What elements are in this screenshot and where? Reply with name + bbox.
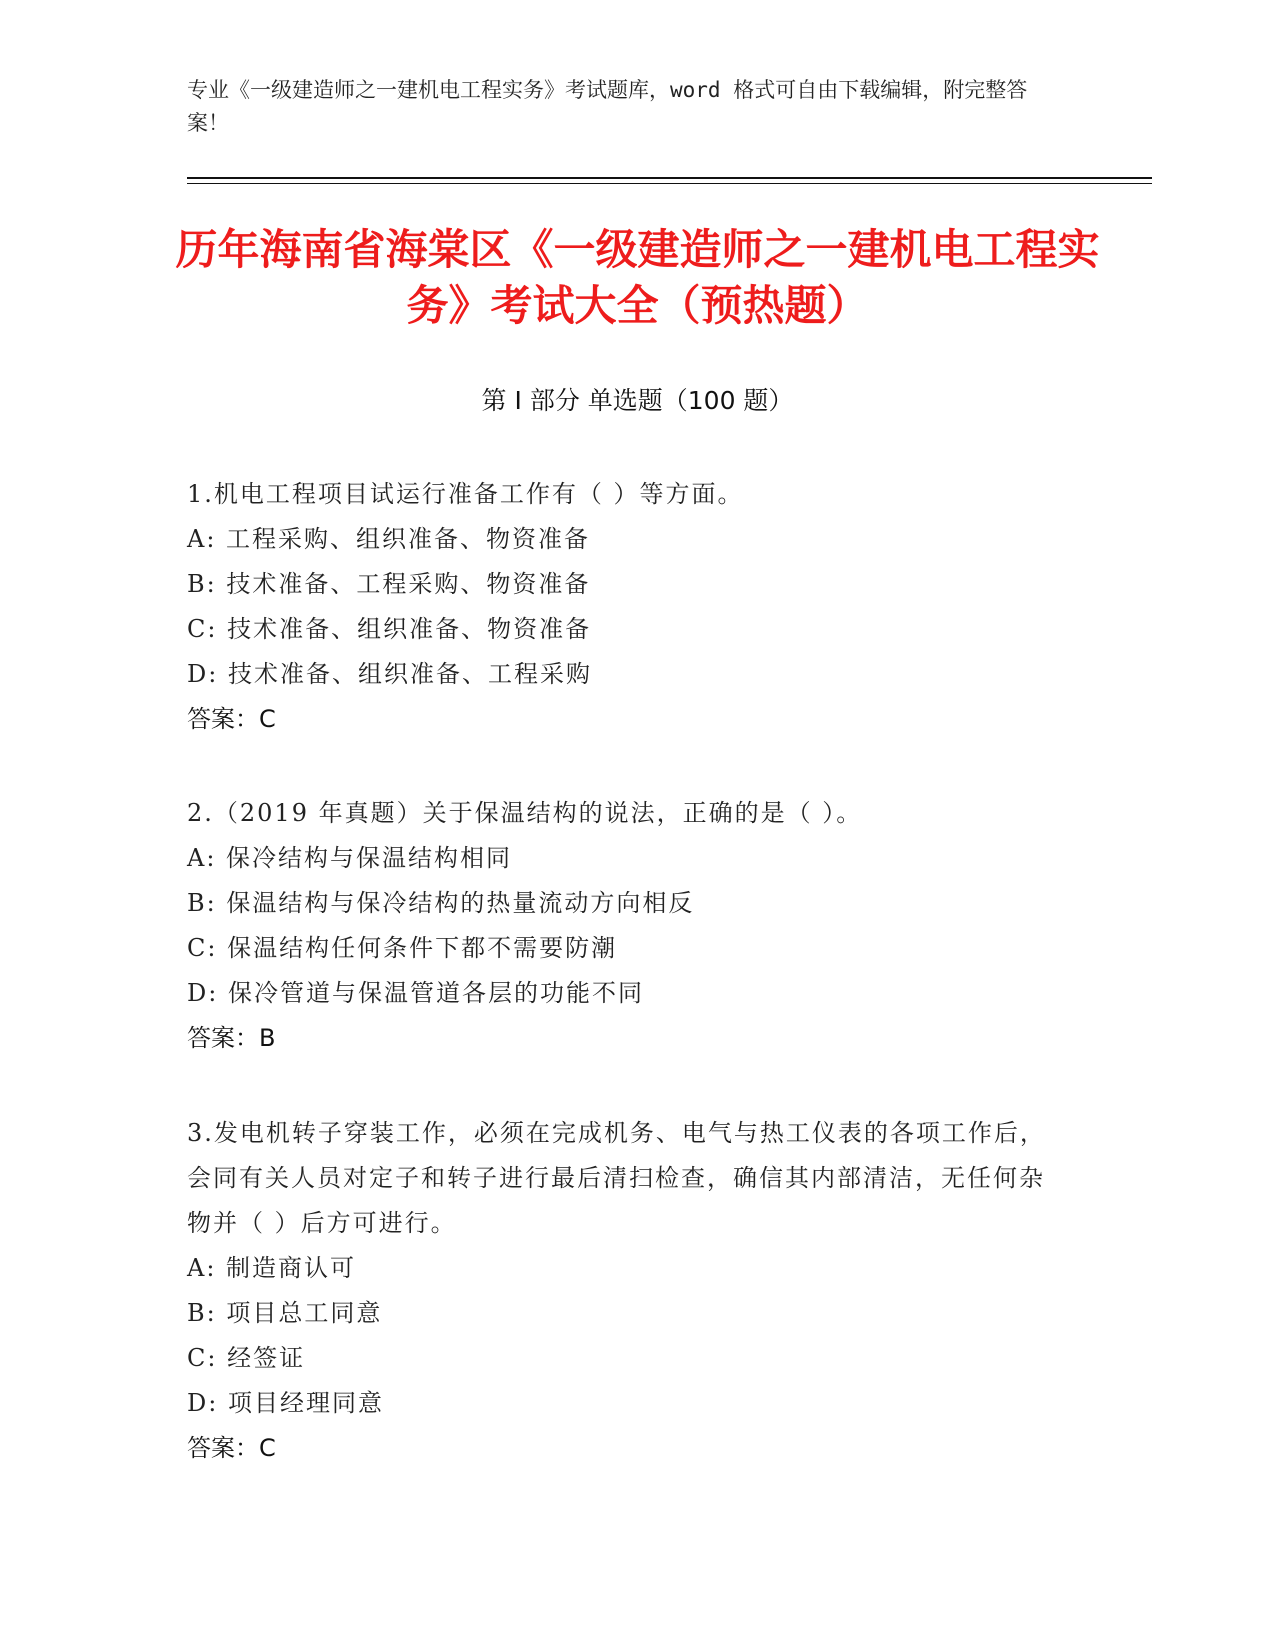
answer-line: 答案：B xyxy=(187,1024,276,1052)
option-c: C: 技术准备、组织准备、物资准备 xyxy=(187,615,592,643)
option-b: B: 项目总工同意 xyxy=(187,1299,383,1327)
question-stem: 3.发电机转子穿装工作，必须在完成机务、电气与热工仪表的各项工作后，会同有关人员对定子和转子进行最后清扫检查，确信其内部清洁，无任何杂物并（ ）后方可进行。 xyxy=(187,1119,1046,1237)
option-d: D: 技术准备、组织准备、工程采购 xyxy=(187,660,592,688)
option-a: A: 制造商认可 xyxy=(187,1254,357,1282)
option-d: D: 项目经理同意 xyxy=(187,1389,384,1417)
header-divider-thin xyxy=(187,183,1152,184)
header-divider-thick xyxy=(187,177,1152,179)
question-stem: 2.（2019 年真题）关于保温结构的说法，正确的是（ ）。 xyxy=(187,799,863,827)
question-1 xyxy=(187,472,1057,742)
section-heading: 第 I 部分 单选题（100 题） xyxy=(481,386,794,415)
option-b: B: 技术准备、工程采购、物资准备 xyxy=(187,570,591,598)
question-stem: 1.机电工程项目试运行准备工作有（ ）等方面。 xyxy=(187,480,744,508)
answer-line: 答案：C xyxy=(187,705,276,733)
option-a: A: 工程采购、组织准备、物资准备 xyxy=(187,525,591,553)
document-title: 历年海南省海棠区《一级建造师之一建机电工程实务》考试大全（预热题） xyxy=(175,225,1100,330)
question-2 xyxy=(187,791,1057,1061)
option-c: C: 保温结构任何条件下都不需要防潮 xyxy=(187,934,618,962)
answer-line: 答案：C xyxy=(187,1434,276,1462)
option-d: D: 保冷管道与保温管道各层的功能不同 xyxy=(187,979,644,1007)
option-b: B: 保温结构与保冷结构的热量流动方向相反 xyxy=(187,889,695,917)
option-a: A: 保冷结构与保温结构相同 xyxy=(187,844,513,872)
question-3 xyxy=(187,1111,1057,1471)
header-note: 专业《一级建造师之一建机电工程实务》考试题库，word 格式可自由下载编辑，附完整答案！ xyxy=(187,78,1028,135)
option-c: C: 经签证 xyxy=(187,1344,306,1372)
